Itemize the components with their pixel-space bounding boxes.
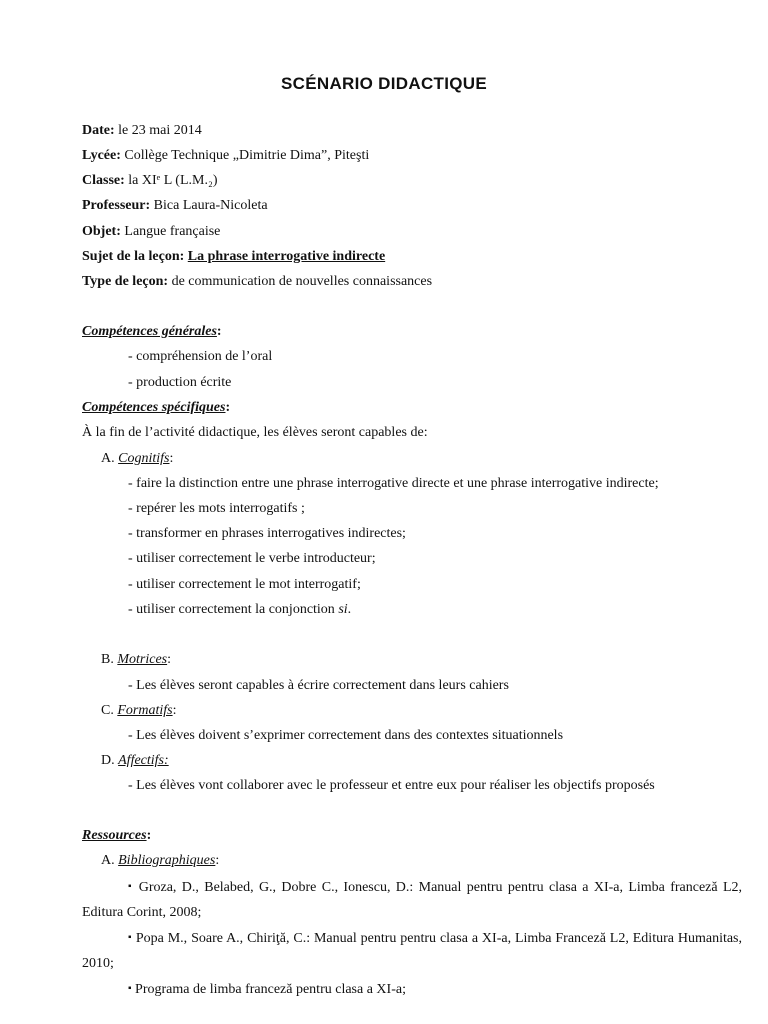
- bibliography-text: Programa de limba franceză pentru clasa a XI-a;: [135, 982, 406, 997]
- subsection-colon: :: [215, 853, 220, 868]
- list-item: [128, 601, 351, 619]
- heading-colon: :: [225, 400, 231, 415]
- list-item: - faire la distinction entre une phrase interrogative directe et une phrase interrogative indirecte;: [128, 476, 659, 491]
- subsection-name: Formatifs: [117, 703, 173, 718]
- section-competences-generales: [82, 323, 222, 341]
- info-value: Collège Technique „Dimitrie Dima”, Piteşti: [124, 148, 370, 163]
- subsection-letter: C.: [101, 703, 114, 718]
- info-objet: [82, 223, 220, 241]
- list-item-end: .: [347, 602, 352, 617]
- info-value: le 23 mai 2014: [118, 123, 202, 138]
- bullet-icon: ▪: [128, 881, 134, 892]
- subsection-letter: A.: [101, 853, 115, 868]
- info-date: [82, 122, 202, 140]
- subsection-formatifs: [101, 702, 176, 720]
- heading-colon: :: [146, 828, 152, 843]
- list-item: - Les élèves doivent s’exprimer correctement dans des contextes situationnels: [128, 728, 564, 743]
- info-professeur: [82, 197, 268, 215]
- section-heading: Compétences générales: [82, 324, 217, 339]
- info-sujet: [82, 248, 385, 266]
- bullet-icon: ▪: [128, 983, 132, 994]
- bibliography-entry: [82, 874, 742, 925]
- subsection-bibliographiques: [101, 852, 219, 870]
- info-value: La phrase interrogative indirecte: [187, 249, 386, 264]
- list-item: - production écrite: [128, 375, 232, 390]
- section-ressources: [82, 827, 151, 845]
- subsection-name: Motrices: [117, 652, 168, 667]
- info-label: Classe:: [82, 173, 125, 188]
- subsection-colon: :: [172, 703, 177, 718]
- subsection-affectifs: [101, 752, 169, 770]
- info-label: Sujet de la leçon:: [82, 249, 185, 264]
- subsection-name: Bibliographiques: [118, 853, 216, 868]
- info-label: Date:: [82, 123, 115, 138]
- conjunction-si: si: [338, 602, 348, 617]
- info-value: Bica Laura-Nicoleta: [153, 198, 268, 213]
- bibliography-entry: [82, 925, 742, 976]
- list-item: - Les élèves seront capables à écrire correctement dans leurs cahiers: [128, 678, 509, 693]
- info-value: Langue française: [124, 224, 221, 239]
- info-classe: [82, 172, 217, 190]
- subsection-name: Affectifs:: [118, 753, 169, 768]
- subsection-cognitifs: [101, 450, 173, 468]
- info-label: Objet:: [82, 224, 121, 239]
- bibliography-text: Groza, D., Belabed, G., Dobre C., Ionescu, D.: Manual pentru pentru clasa a XI-a, Limba franceză L2, Editura Corint, 2008;: [82, 880, 743, 920]
- subsection-letter: A.: [101, 451, 115, 466]
- subsection-name: Cognitifs: [118, 451, 170, 466]
- info-label: Lycée:: [82, 148, 121, 163]
- bullet-icon: ▪: [128, 932, 132, 943]
- list-item: - repérer les mots interrogatifs ;: [128, 501, 305, 516]
- section-competences-specifiques: [82, 399, 230, 417]
- section-heading: Ressources: [82, 828, 147, 843]
- list-item: - transformer en phrases interrogatives indirectes;: [128, 526, 406, 541]
- heading-colon: :: [216, 324, 222, 339]
- subsection-colon: :: [169, 451, 174, 466]
- info-label: Professeur:: [82, 198, 151, 213]
- list-item-text: - utiliser correctement la conjonction: [128, 602, 339, 617]
- section-heading: Compétences spécifiques: [82, 400, 226, 415]
- list-item: - utiliser correctement le verbe introducteur;: [128, 551, 376, 566]
- list-item: - Les élèves vont collaborer avec le professeur et entre eux pour réaliser les objectifs proposés: [128, 778, 655, 793]
- list-item: - utiliser correctement le mot interrogatif;: [128, 577, 361, 592]
- intro-text: À la fin de l’activité didactique, les élèves seront capables de:: [82, 425, 428, 440]
- info-value: de communication de nouvelles connaissances: [171, 274, 433, 289]
- subsection-colon: :: [167, 652, 171, 667]
- info-lycee: [82, 147, 369, 165]
- subsection-motrices: [101, 651, 171, 669]
- info-label: Type de leçon:: [82, 274, 169, 289]
- info-value: la XIᵉ L (L.M.₂): [128, 173, 218, 188]
- info-type: [82, 273, 432, 291]
- subsection-letter: B.: [101, 652, 114, 667]
- list-item: - compréhension de l’oral: [128, 349, 273, 364]
- bibliography-text: Popa M., Soare A., Chiriţă, C.: Manual pentru pentru clasa a XI-a, Limba Franceză L2, Editura Humanitas, 2010;: [82, 931, 743, 971]
- subsection-letter: D.: [101, 753, 115, 768]
- page-title: SCÉNARIO DIDACTIQUE: [281, 74, 487, 93]
- bibliography-entry: [82, 976, 742, 1002]
